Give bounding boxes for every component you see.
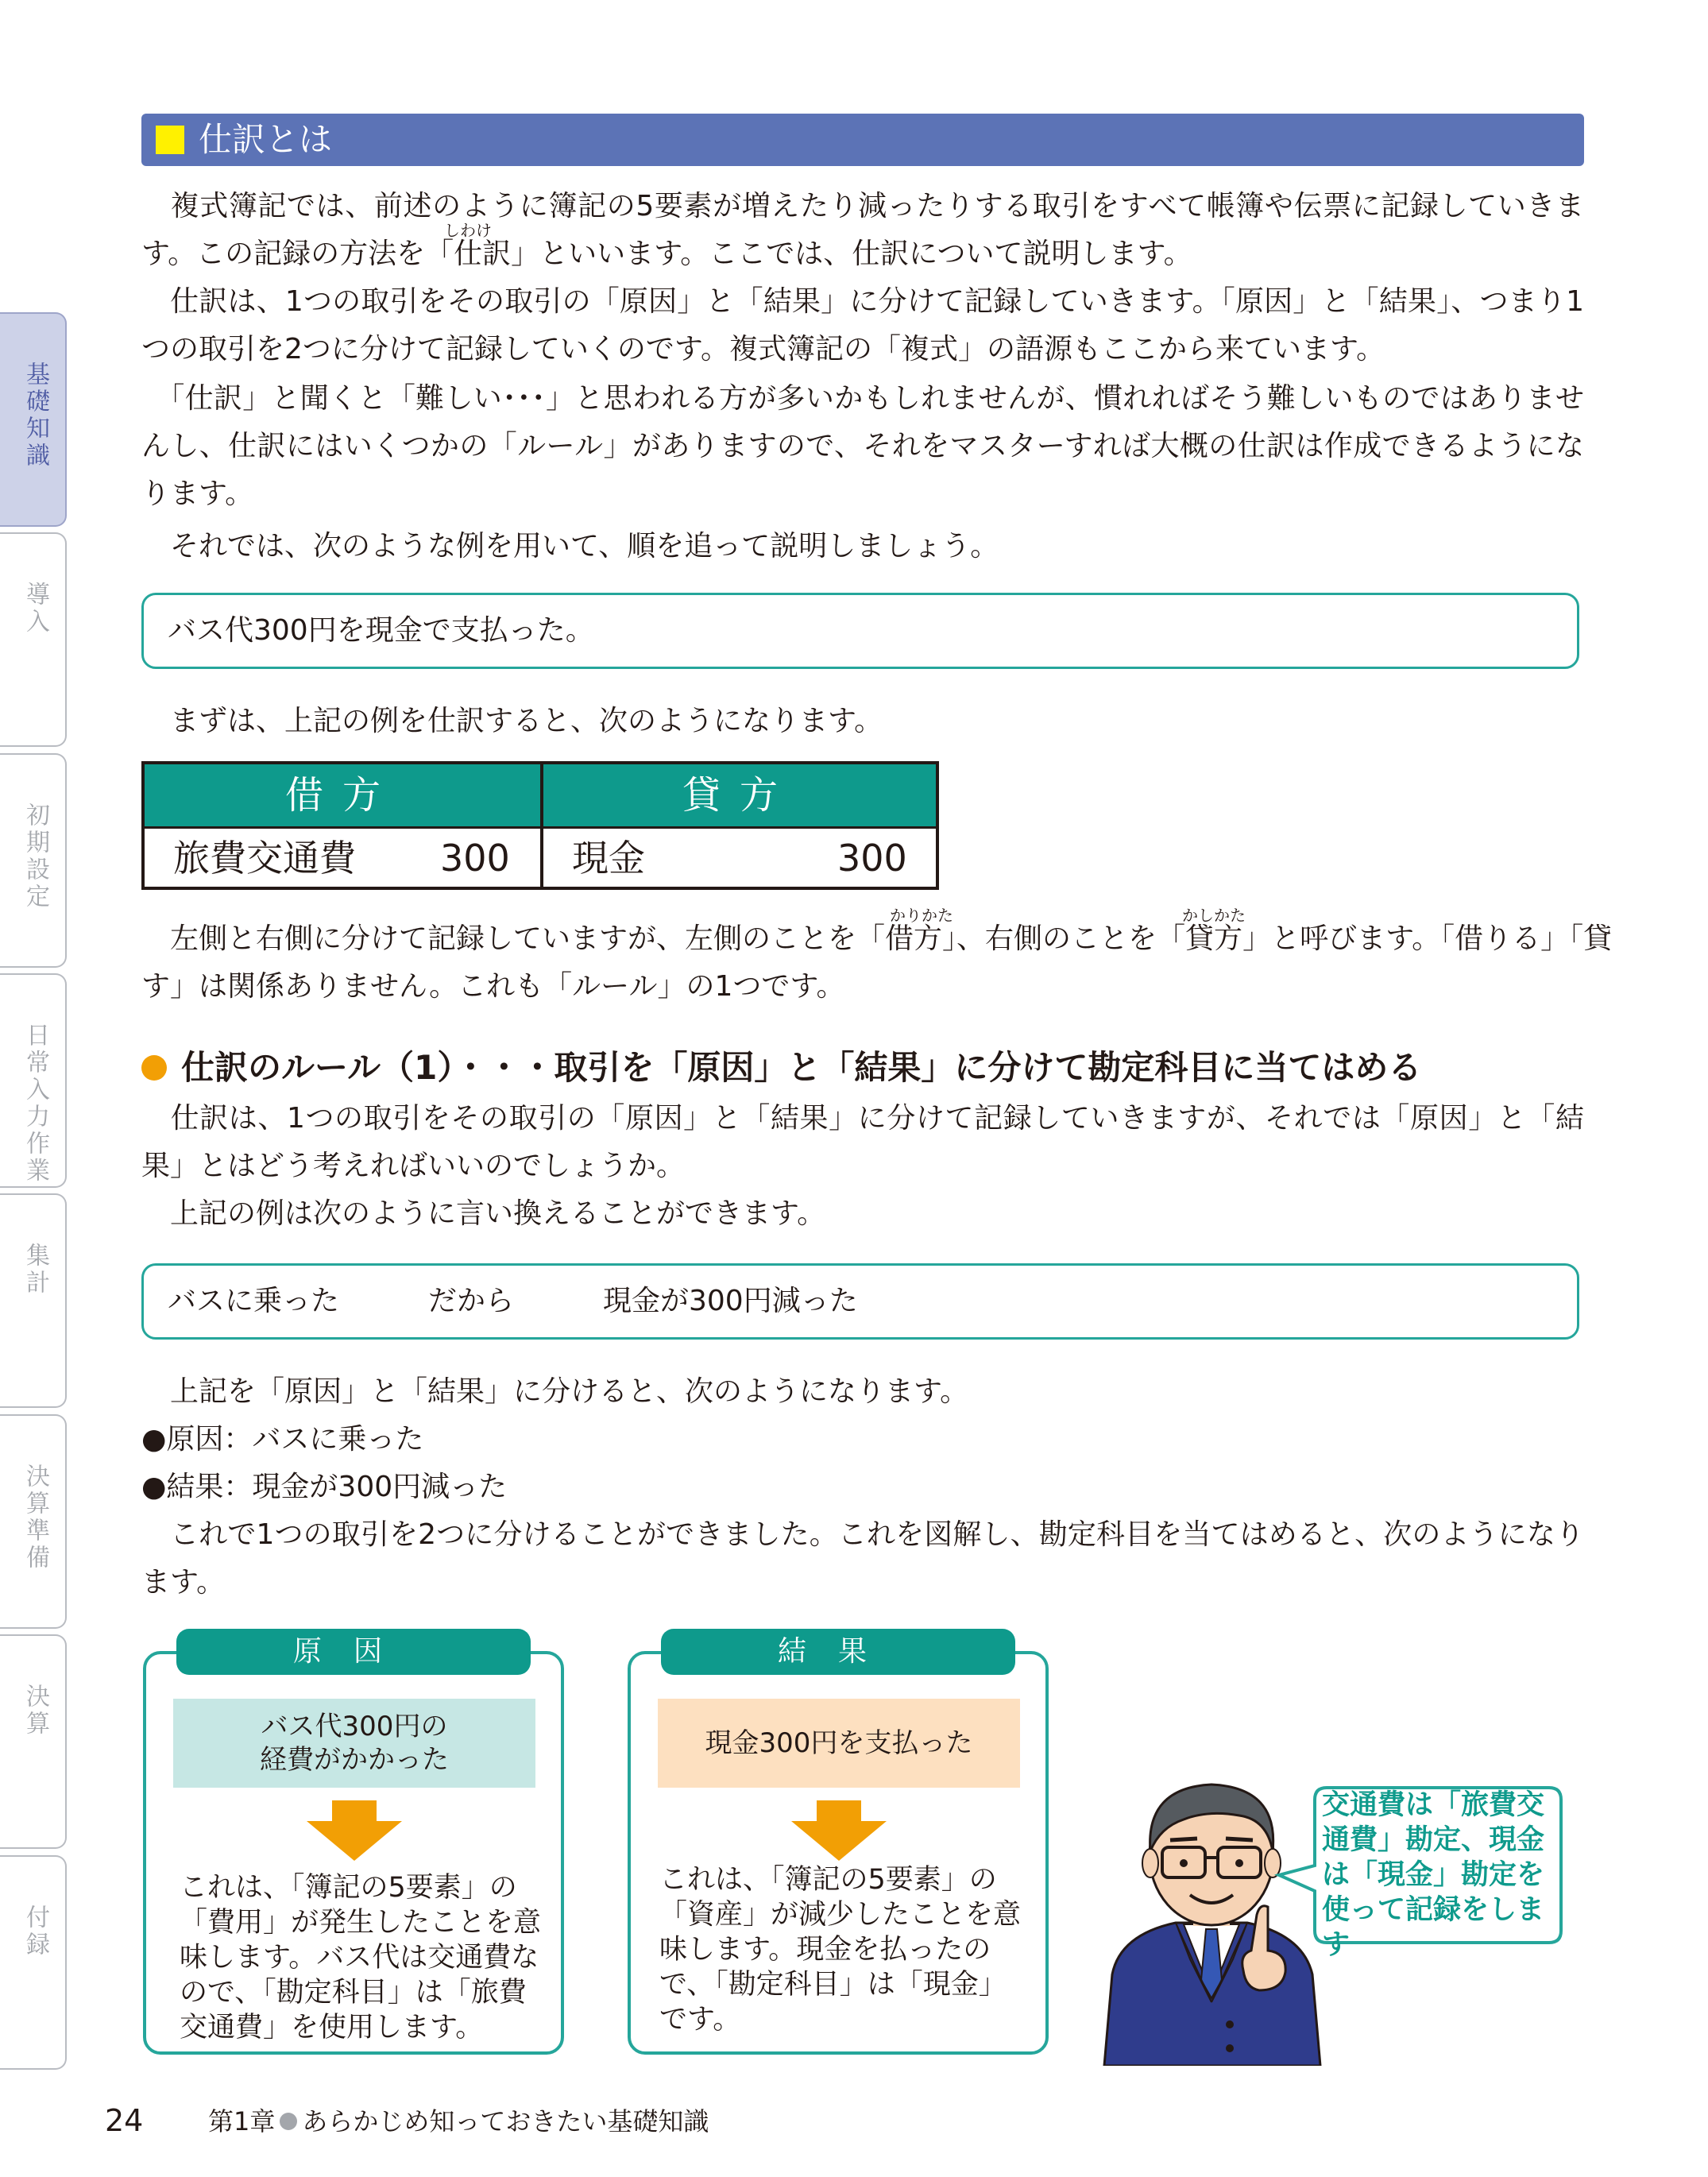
- split-result: ●結果：現金が300円減った: [141, 1471, 508, 1503]
- ruby-shiwake: しわけ: [444, 221, 492, 240]
- cause-summary: バス代300円の 経費がかかった: [173, 1699, 535, 1788]
- side-tab-label: 初期設定: [21, 802, 49, 911]
- side-tab-intro[interactable]: [0, 532, 67, 747]
- side-tab-label: 付録: [21, 1904, 49, 1959]
- side-tab-closing[interactable]: [0, 1634, 67, 1849]
- section-header: [141, 114, 1584, 166]
- term-shiwake: 仕訳: [454, 238, 512, 270]
- example-cause-text: バスに乗った: [168, 1285, 340, 1317]
- side-tab-initial-settings[interactable]: [0, 753, 67, 968]
- rule1-paragraph: 仕訳は、1つの取引をその取引の「原因」と「結果」に分けて記録していきますが、それでは「原因」と「結果」とはどう考えればいいのでしょうか。: [141, 1102, 1584, 1182]
- result-label: 結果: [661, 1629, 1015, 1675]
- example-text: バス代300円を現金で支払った。: [168, 614, 594, 647]
- ruby-kashikata: かしかた: [1182, 906, 1246, 925]
- ruby-karikata: かりかた: [890, 906, 953, 925]
- term-karikata: 借方: [885, 922, 943, 955]
- down-arrow-icon: [307, 1800, 402, 1861]
- cause-label: 原因: [176, 1629, 531, 1675]
- side-tab-label: 決算: [21, 1684, 49, 1738]
- example-box-1: [141, 593, 1579, 669]
- debit-amount: 300: [440, 837, 510, 880]
- example-box-2: [141, 1263, 1579, 1340]
- lr-line-2: す」は関係ありません。これも「ルール」の1つです。: [141, 970, 845, 1003]
- intro-paragraph-2: 仕訳は、1つの取引をその取引の「原因」と「結果」に分けて記録していきます。「原因」と「結果」、つまり1つの取引を2つに分けて記録していくのです。複式簿記の「複式」の語源もここから来ています。: [141, 285, 1584, 365]
- result-summary: 現金300円を支払った: [658, 1699, 1020, 1788]
- cause-explanation: これは、「簿記の5要素」の「費用」が発生したことを意味します。バス代は交通費なので、「勘定科目」は「旅費交通費」を使用します。: [180, 1872, 542, 2044]
- split-cause: ●原因：バスに乗った: [141, 1423, 424, 1456]
- debit-header: 借方: [145, 764, 540, 826]
- credit-account: 現金: [572, 837, 645, 880]
- intro-paragraph-3: 「仕訳」と聞くと「難しい･･･」と思われる方が多いかもしれませんが、慣れればそう難しいものではありませんし、仕訳にはいくつかの「ルール」がありますので、それをマスターすれば大概の仕訳は作成できるようになります。: [141, 382, 1584, 510]
- section-title: 仕訳とは: [199, 120, 333, 159]
- side-tab-appendix[interactable]: [0, 1855, 67, 2070]
- split-intro: 上記を「原因」と「結果」に分けると、次のようになります。: [170, 1375, 969, 1408]
- gray-dot-icon: [280, 2113, 297, 2130]
- term-kashikata: 貸方: [1185, 922, 1243, 955]
- example-result-text: 現金が300円減った: [603, 1285, 858, 1317]
- side-tab-label: 日常入力作業: [21, 1023, 49, 1185]
- debit-account: 旅費交通費: [173, 837, 356, 880]
- journal-table: [141, 761, 939, 890]
- intro-paragraph-4: それでは、次のような例を用いて、順を追って説明しましょう。: [170, 530, 999, 563]
- lr-line-1: 左側と右側に分けて記録していますが、左側のことを「借方」、右側のことを「貸方」と呼びます。「借りる」「貸: [170, 922, 1613, 955]
- split-conclusion: これで1つの取引を2つに分けることができました。これを図解し、勘定科目を当てはめると、次のようになります。: [141, 1518, 1584, 1599]
- orange-dot-icon: [141, 1055, 167, 1081]
- page-number: 24: [105, 2103, 144, 2138]
- side-tab-basics[interactable]: [0, 312, 67, 527]
- credit-amount: 300: [837, 837, 907, 880]
- yellow-square-icon: [156, 126, 184, 154]
- side-tab-label: 導入: [21, 582, 49, 636]
- side-tab-label: 基礎知識: [21, 362, 49, 470]
- down-arrow-icon: [791, 1800, 887, 1861]
- credit-header: 貸方: [543, 764, 936, 826]
- table-divider: [540, 764, 543, 887]
- side-tab-label: 決算準備: [21, 1464, 49, 1572]
- chapter-footer: 第1章 あらかじめ知っておきたい基礎知識: [208, 2106, 709, 2136]
- side-tab-totals[interactable]: [0, 1193, 67, 1408]
- intro-paragraph-1: 複式簿記では、前述のように簿記の5要素が増えたり減ったりする取引をすべて帳簿や伝票に記録していきます。この記録の方法を「仕訳」といいます。ここでは、仕訳について説明します。: [141, 190, 1584, 270]
- side-tab-daily-input[interactable]: [0, 973, 67, 1188]
- side-tab-closing-prep[interactable]: [0, 1414, 67, 1629]
- rule1-heading: 仕訳のルール（1）・・・取引を「原因」と「結果」に分けて勘定科目に当てはめる: [141, 1046, 1421, 1090]
- rule1-paragraph-2: 上記の例は次のように言い換えることができます。: [170, 1197, 826, 1230]
- example-connector-text: だから: [428, 1285, 515, 1317]
- side-tab-label: 集計: [21, 1243, 49, 1297]
- result-explanation: これは、「簿記の5要素」の「資産」が減少したことを意味します。現金を払ったので、「勘定科目」は「現金」です。: [659, 1864, 1022, 2036]
- after-example-text: まずは、上記の例を仕訳すると、次のようになります。: [170, 705, 883, 737]
- speech-bubble-text: 交通費は「旅費交通費」勘定、現金は「現金」勘定を使って記録をします: [1322, 1789, 1545, 1961]
